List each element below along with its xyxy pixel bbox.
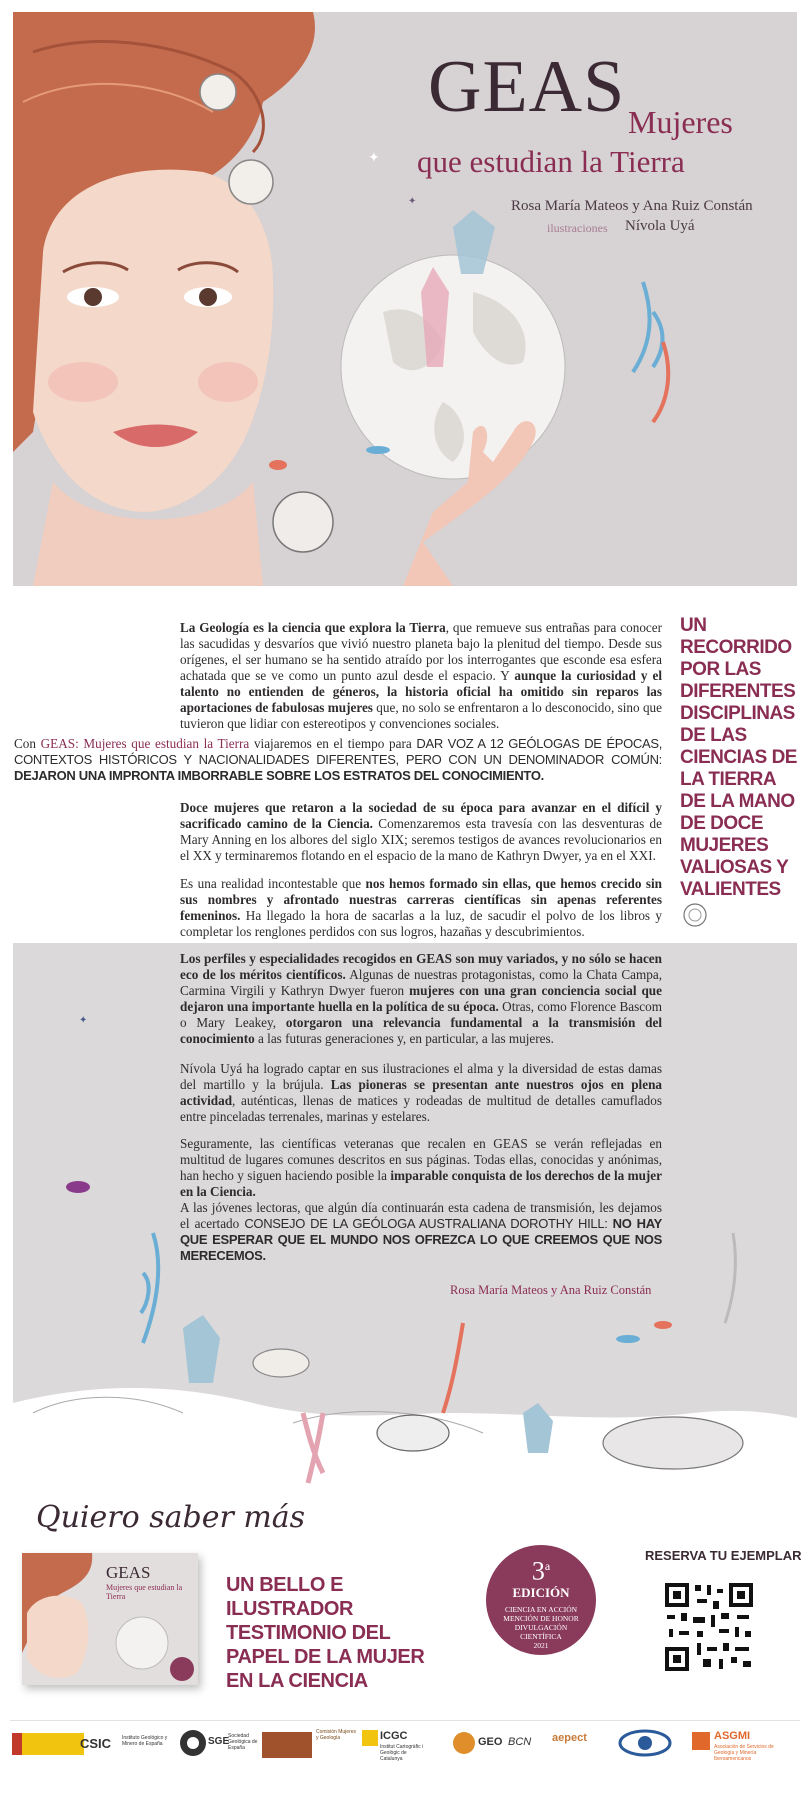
intro-p2-book-title: GEAS: Mujeres que estudian la Tierra xyxy=(40,736,250,751)
logo-mujeres-geologia: Comisión Mujeres y Geología xyxy=(316,1729,357,1741)
s2-p8-caps-b: CONSEJO DE LA GEÓLOGA AUSTRALIANA DOROTHY HILL: xyxy=(244,1216,613,1231)
book-title: GEAS xyxy=(428,46,626,128)
s2-p8-caps-bold-c: NO HAY QUE ESPERAR QUE EL MUNDO NOS OFREZCA LO QUE CREEMOS QUE NOS MERECEMOS. xyxy=(180,1216,662,1263)
svg-text:✦: ✦ xyxy=(368,150,380,166)
badge-year: 2021 xyxy=(533,1640,549,1650)
logo-icgc-text: Institut Cartogràfic i Geològic de Catalunya xyxy=(380,1744,424,1762)
mujeres-geologia-image xyxy=(262,1732,312,1758)
section2-paragraph-1 xyxy=(180,951,662,1047)
section2-paragraph-4 xyxy=(180,1200,662,1264)
logo-asgmi: ASGMI xyxy=(714,1730,751,1742)
badge-superscript: a xyxy=(544,1559,551,1573)
hero-illustration xyxy=(13,12,797,586)
book-authors: Rosa María Mateos y Ana Ruiz Constán xyxy=(511,198,753,214)
intro-p1-text-d: que, no solo se enfrentaron a lo desconocido, sino que tuvieron que lidiar con estereotipos y convenciones sociales. xyxy=(180,700,662,731)
svg-text:✦: ✦ xyxy=(408,196,417,207)
s2-p5-text-b: Algunas de nuestras protagonistas, como la Chata Campa, Carmina Virgili y Kathryn Dwyer fueron xyxy=(180,967,663,998)
s2-p5-bold-a: Los perfiles y especialidades recogidos en GEAS son muy variados, y no sólo se hacen eco de los méritos científicos. xyxy=(180,951,662,982)
icgc-icon xyxy=(362,1730,378,1746)
asgmi-icon xyxy=(690,1730,712,1752)
qr-code[interactable] xyxy=(662,1580,756,1674)
cover-subtitle: Mujeres que estudian la Tierra xyxy=(106,1583,183,1601)
intro-p2-caps-bold-e: DEJARON UNA IMPRONTA IMBORRABLE SOBRE LOS ESTRATOS DEL CONOCIMIENTO. xyxy=(14,768,544,783)
ammonite-icon xyxy=(678,902,712,928)
side-pull-quote: UN RECORRIDO POR LAS DIFERENTES DISCIPLINAS DE LAS CIENCIAS DE LA TIERRA DE LA MANO DE DOCE MUJERES VALIOSAS Y VALIENTES xyxy=(680,615,797,900)
logo-geo: GEO xyxy=(478,1736,503,1748)
intro-paragraph-3 xyxy=(180,800,662,864)
intro-paragraph-4 xyxy=(180,876,662,940)
reserva-label: RESERVA TU EJEMPLAR xyxy=(645,1548,802,1563)
book-cover-thumbnail[interactable] xyxy=(22,1553,198,1685)
badge-number: 3 xyxy=(531,1556,545,1586)
s2-p6-bold-b: Las pioneras se presentan ante nuestros ojos en plena actividad xyxy=(180,1077,663,1108)
intro-p3-bold-a: Doce mujeres que retaron a la sociedad de su época para avanzar en el difícil y sacrificado camino de la Ciencia. xyxy=(180,800,662,831)
s2-p5-bold-c: mujeres con una gran conciencia social que dejaron una importante huella en la política de su época. xyxy=(180,983,662,1014)
book-subtitle-1: Mujeres xyxy=(628,104,733,140)
logo-icgc: ICGC xyxy=(380,1730,408,1742)
logo-sge-text: Sociedad Geológica de España xyxy=(228,1733,258,1751)
intro-paragraph-2 xyxy=(14,736,662,784)
badge-line-2: MENCIÓN DE HONOR xyxy=(503,1613,579,1623)
s2-p5-text-d: Otras, como Florence Bascom o Mary Leakey, xyxy=(180,999,662,1030)
intro-p4-bold-b: nos hemos formado sin ellas, que hemos crecido sin sus nombres y afrontado nuestras carreras científicas sin apenas referentes femeninos. xyxy=(180,876,662,923)
cover-title: GEAS xyxy=(106,1563,151,1582)
qr-code-icon xyxy=(662,1580,756,1674)
promo-text: UN BELLO E ILUSTRADOR TESTIMONIO DEL PAPEL DE LA MUJER EN LA CIENCIA xyxy=(226,1574,425,1692)
intro-p2-caps-d: DAR VOZ A 12 GEÓLOGAS DE ÉPOCAS, CONTEXTOS HISTÓRICOS Y NACIONALIDADES DIFERENTES, PERO CON UN DENOMINADOR COMÚN: xyxy=(14,736,663,767)
s2-p6-text-c: , auténticas, llenas de matices y rodeadas de multitud de detalles camuflados entre pinceladas terrenales, marinas y estelares. xyxy=(180,1093,662,1124)
s2-p5-bold-e: otorgaron una relevancia fundamental a la transmisión del conocimiento xyxy=(180,1015,663,1046)
illustrator-name: Nívola Uyá xyxy=(625,218,695,234)
intro-p1-text-b: , que remueve sus entrañas para conocer las sacudidas y desvaríos que vivió nuestro planeta bajo la plenitud del tiempo. Desde sus orígenes, el ser humano se ha sentido atraído por los interrogantes que esconde esa esfera achatada que se ve como un punto azul desde el espacio. Y xyxy=(180,620,663,683)
planet-logo-icon xyxy=(618,1728,672,1758)
s2-p8-text-a: A las jóvenes lectoras, que algún día continuarán esta cadena de transmisión, les dejamos el acertado xyxy=(180,1200,662,1231)
badge-line-3: DIVULGACIÓN xyxy=(514,1622,568,1632)
s2-p6-text-a: Nívola Uyá ha logrado captar en sus ilustraciones el alma y la diversidad de estas damas del martillo y la brújula. xyxy=(180,1061,662,1092)
intro-p4-text-a: Es una realidad incontestable que xyxy=(180,876,366,891)
hero-banner xyxy=(13,12,797,586)
logo-bcn: BCN xyxy=(508,1736,532,1748)
intro-p3-text-b: Comenzaremos esta travesía con las desventuras de Mary Anning en los albores del siglo XIX; seremos testigos de avances revolucionarios en el XX y terminaremos flotando en el espacio de la mano de Kathryn Dwyer, ya en el XXI. xyxy=(180,816,663,863)
section2-paragraph-3 xyxy=(180,1136,662,1200)
intro-p2-text-a: Con xyxy=(14,736,41,751)
section2-paragraph-2 xyxy=(180,1061,662,1125)
gobierno-logo xyxy=(12,1733,84,1755)
logo-sge: SGE xyxy=(208,1736,230,1747)
logo-igme: Instituto Geológico y Minero de España xyxy=(122,1735,168,1747)
edition-badge xyxy=(486,1545,596,1655)
intro-p1-bold-a: La Geología es la ciencia que explora la Tierra xyxy=(180,620,446,635)
s2-p7-bold-b: imparable conquista de los derechos de la mujer en la Ciencia. xyxy=(180,1168,662,1199)
quiero-saber-mas-heading: Quiero saber más xyxy=(36,1500,306,1535)
footer-divider xyxy=(10,1720,800,1721)
intro-p1-bold-c: aunque la curiosidad y el talento no entienden de géneros, la historia oficial ha omitido sin reparos las aportaciones de fabulosas mujeres xyxy=(180,668,662,715)
illustrations-label: ilustraciones xyxy=(547,221,608,235)
sge-icon xyxy=(178,1728,208,1758)
book-subtitle-2: que estudian la Tierra xyxy=(417,144,685,179)
svg-text:✦: ✦ xyxy=(79,1015,88,1026)
s2-p5-text-f: a las futuras generaciones y, en particular, a las mujeres. xyxy=(254,1031,554,1046)
intro-p2-text-c: viajaremos en el tiempo para xyxy=(249,736,417,751)
badge-edicion: EDICIÓN xyxy=(512,1584,570,1600)
signature: Rosa María Mateos y Ana Ruiz Constán xyxy=(450,1283,652,1297)
s2-p7-text-a: Seguramente, las científicas veteranas que recalen en GEAS se verán reflejadas en multitud de lugares comunes descritos en sus páginas. Todas ellas, conocidas y anónimas, han hecho y siguen haciendo posible la xyxy=(180,1136,662,1183)
logo-asgmi-text: Asociación de Servicios de Geología y Minería Iberoamericanos xyxy=(714,1744,774,1762)
intro-paragraph-1 xyxy=(180,620,662,732)
intro-p4-text-c: Ha llegado la hora de sacarlas a la luz, de sacudir el polvo de los libros y completar los renglones perdidos con sus logros, hazañas y descubrimientos. xyxy=(180,908,662,939)
geo-icon xyxy=(452,1731,476,1755)
badge-line-4: CIENTÍFICA xyxy=(520,1631,562,1641)
logo-csic: CSIC xyxy=(80,1736,112,1751)
logo-aepect: aepect xyxy=(552,1732,587,1744)
badge-line-1: CIENCIA EN ACCIÓN xyxy=(504,1604,578,1614)
